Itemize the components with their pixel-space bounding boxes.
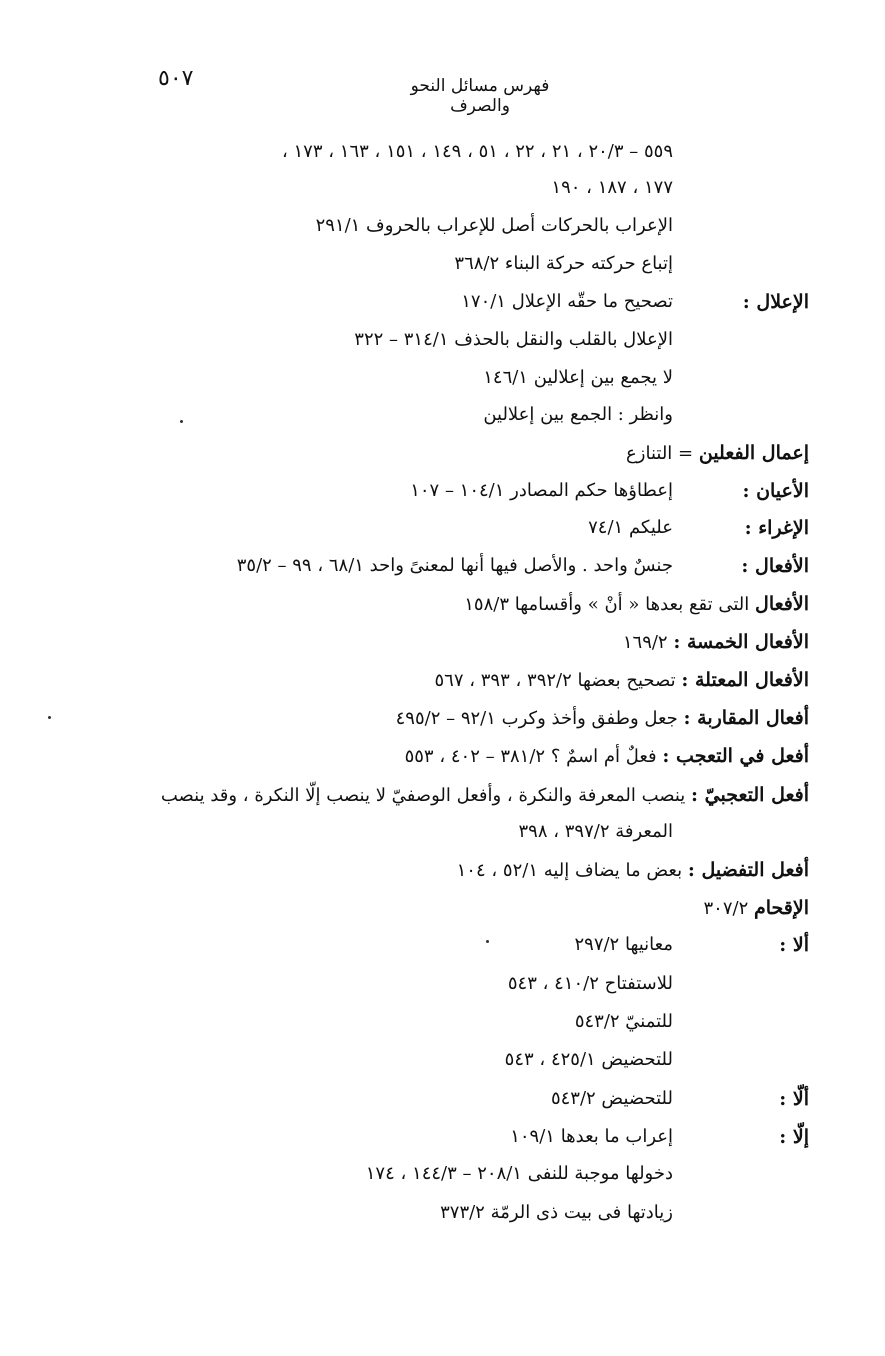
index-line xyxy=(366,1162,673,1186)
entry-text: ١٧٧ ، ١٨٧ ، ١٩٠ xyxy=(551,177,673,198)
entry-text: للتحضيض ٥٤٣/٢ xyxy=(550,1088,673,1109)
entry-text: للتحضيض ٤٢٥/١ ، ٥٤٣ xyxy=(504,1049,673,1070)
entry-text: الإعراب بالحركات أصل للإعراب بالحروف ٢٩١/١ xyxy=(315,215,673,236)
entry-text: ٣٠٧/٢ xyxy=(703,898,749,919)
entry-text: ١٦٩/٢ xyxy=(622,632,668,653)
index-line xyxy=(237,554,673,578)
entry-term: ألا : xyxy=(779,934,809,956)
entry-term: إعمال الفعلين xyxy=(698,442,809,464)
index-line xyxy=(316,214,673,238)
entry-text: عليكم ٧٤/١ xyxy=(588,517,673,538)
entry-term: الأفعال المعتلة : xyxy=(681,669,809,691)
entry-text: المعرفة ٣٩٧/٢ ، ٣٩٨ xyxy=(518,821,673,842)
entry-term: الأفعال الخمسة : xyxy=(673,631,809,653)
entry-text: للتمنيّ ٥٤٣/٢ xyxy=(574,1011,673,1032)
index-line xyxy=(745,516,809,541)
scan-speck xyxy=(180,420,183,423)
entry-text: إتباع حركته حركة البناء ٣٦٨/٢ xyxy=(454,253,673,274)
entry-text: فعلٌ أم اسمٌ ؟ ٣٨١/٢ – ٤٠٢ ، ٥٥٣ xyxy=(404,746,657,767)
index-line xyxy=(508,972,673,996)
entry-text: لا يجمع بين إعلالين ١٤٦/١ xyxy=(483,367,673,388)
index-line xyxy=(396,706,809,731)
index-line xyxy=(461,290,673,314)
entry-text: معانيها ٢٩٧/٢ xyxy=(574,934,673,955)
entry-term: الإغراء : xyxy=(744,517,809,539)
index-line xyxy=(551,1087,673,1111)
index-line xyxy=(410,479,673,503)
entry-term: الأفعال : xyxy=(741,555,809,577)
entry-term: أفعل في التعجب : xyxy=(662,745,809,767)
index-line xyxy=(743,290,809,315)
page-number: ٥٠٧ xyxy=(158,66,194,91)
scan-speck xyxy=(486,940,489,943)
entry-term: الأعيان : xyxy=(742,480,809,502)
index-line xyxy=(588,516,673,540)
entry-term: الأفعال xyxy=(755,593,809,615)
index-line xyxy=(483,403,673,427)
index-line xyxy=(518,820,673,844)
index-line xyxy=(575,1010,673,1034)
index-line xyxy=(505,1048,673,1072)
entry-text: ينصب المعرفة والنكرة ، وأفعل الوصفيّ لا ينصب إلّا النكرة ، وقد ينصب xyxy=(160,785,686,806)
entry-text: إعطاؤها حكم المصادر ١٠٤/١ – ١٠٧ xyxy=(410,480,673,501)
index-line xyxy=(454,252,673,276)
index-line xyxy=(405,744,809,769)
index-line xyxy=(457,858,809,883)
entry-text: تصحيح ما حقّه الإعلال ١٧٠/١ xyxy=(461,291,673,312)
index-line xyxy=(779,933,809,958)
index-line xyxy=(704,896,810,921)
entry-text: دخولها موجبة للنفى ٢٠٨/١ – ١٤٤/٣ ، ١٧٤ xyxy=(365,1163,673,1184)
entry-text: زيادتها فى بيت ذى الرمّة ٣٧٣/٢ xyxy=(440,1202,673,1223)
index-line xyxy=(779,1125,809,1150)
index-line xyxy=(574,933,673,957)
running-title: فهرس مسائل النحو والصرف xyxy=(410,76,550,116)
entry-text: جنسٌ واحد . والأصل فيها أنها لمعنىً واحد ٦٨/١ ، ٩٩ – ٣٥/٢ xyxy=(236,555,673,576)
entry-text: بعض ما يضاف إليه ٥٢/١ ، ١٠٤ xyxy=(456,860,683,881)
entry-text: إعراب ما بعدها ١٠٩/١ xyxy=(510,1126,673,1147)
index-line xyxy=(464,592,809,617)
entry-text: جعل وطفق وأخذ وكرب ٩٢/١ – ٤٩٥/٢ xyxy=(395,708,678,729)
index-line xyxy=(742,479,809,504)
entry-term: أفعال المقاربة : xyxy=(683,707,809,729)
entry-text: = التنازع xyxy=(626,443,694,464)
entry-term: إلّا : xyxy=(779,1126,809,1148)
index-line xyxy=(282,140,673,164)
entry-term: أفعل التفضيل : xyxy=(687,859,809,881)
index-line xyxy=(623,630,809,655)
entry-text: وانظر : الجمع بين إعلالين xyxy=(483,404,673,425)
entry-text: التى تقع بعدها « أنْ » وأقسامها ١٥٨/٣ xyxy=(464,594,750,615)
index-line xyxy=(440,1201,673,1225)
entry-text: تصحيح بعضها ٣٩٢/٢ ، ٣٩٣ ، ٥٦٧ xyxy=(434,670,676,691)
entry-term: أفعل التعجبيّ : xyxy=(691,784,809,806)
scan-speck xyxy=(48,716,51,719)
index-line xyxy=(354,328,673,352)
entry-term: الإقحام xyxy=(753,897,809,919)
index-line xyxy=(161,783,809,808)
index-line xyxy=(551,176,673,200)
index-line xyxy=(779,1087,809,1112)
entry-term: ألّا : xyxy=(779,1088,809,1110)
index-line xyxy=(434,668,809,693)
entry-text: ٥٥٩ – ٢٠/٣ ، ٢١ ، ٢٢ ، ٥١ ، ١٤٩ ، ١٥١ ، ١٦٣ ، ١٧٣ ، xyxy=(281,141,673,162)
entry-text: للاستفتاح ٤١٠/٢ ، ٥٤٣ xyxy=(507,973,673,994)
index-line xyxy=(483,366,673,390)
entry-term: الإعلال : xyxy=(742,291,809,313)
index-line xyxy=(741,554,809,579)
index-line xyxy=(510,1125,673,1149)
entry-text: الإعلال بالقلب والنقل بالحذف ٣١٤/١ – ٣٢٢ xyxy=(354,329,673,350)
index-line xyxy=(626,441,809,466)
